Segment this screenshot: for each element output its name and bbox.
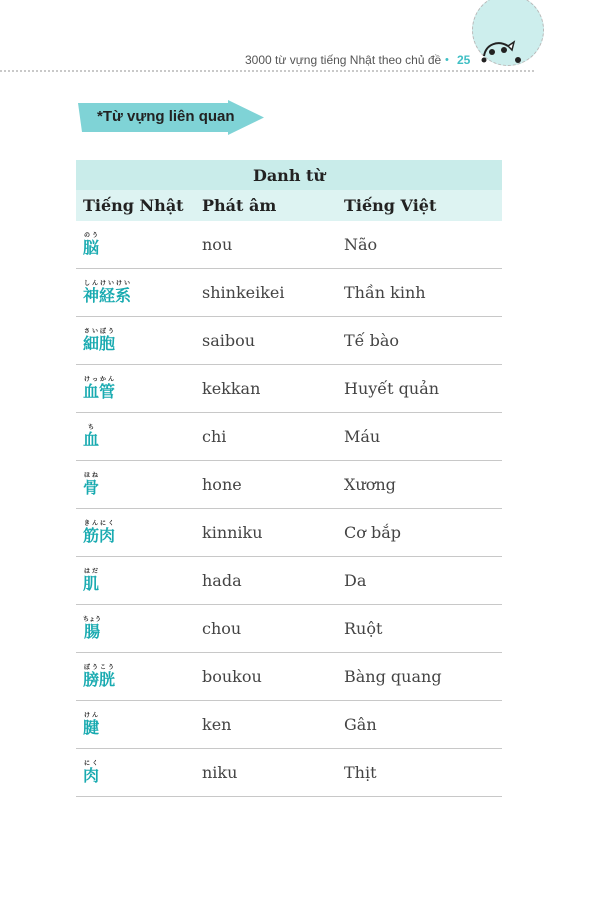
japanese-word	[76, 365, 195, 413]
vietnamese-meaning: Da	[337, 557, 502, 605]
section-title: *Từ vựng liên quan	[97, 108, 235, 125]
table-header-row	[76, 190, 502, 221]
kanji: 筋肉	[83, 525, 116, 545]
pronunciation: chou	[195, 605, 337, 653]
kanji: 腸	[83, 621, 102, 641]
table-row	[76, 653, 502, 701]
pronunciation: saibou	[195, 317, 337, 365]
pronunciation: niku	[195, 749, 337, 797]
table-row	[76, 605, 502, 653]
table-row	[76, 413, 502, 461]
pronunciation: boukou	[195, 653, 337, 701]
furigana: ちょう	[83, 615, 102, 623]
vietnamese-meaning: Huyết quản	[337, 365, 502, 413]
table-row	[76, 461, 502, 509]
vietnamese-meaning: Gân	[337, 701, 502, 749]
page-number: 25	[457, 53, 471, 67]
vocabulary-table	[76, 160, 502, 797]
table-row	[76, 365, 502, 413]
pronunciation: hone	[195, 461, 337, 509]
table-row	[76, 749, 502, 797]
kanji: 肉	[83, 765, 100, 785]
japanese-word	[76, 413, 195, 461]
table-title: Danh từ	[76, 160, 502, 190]
kanji: 腱	[83, 717, 100, 737]
furigana: しんけいけい	[83, 279, 132, 287]
kanji: 脳	[83, 237, 100, 257]
pronunciation: nou	[195, 221, 337, 269]
header-divider	[0, 70, 534, 72]
furigana: ぼうこう	[83, 663, 116, 671]
kanji: 肌	[83, 573, 100, 593]
furigana: にく	[83, 759, 100, 767]
kanji: 血	[83, 429, 100, 449]
japanese-word	[76, 317, 195, 365]
furigana: ち	[83, 423, 100, 431]
column-header-vietnamese: Tiếng Việt	[337, 190, 502, 221]
vietnamese-meaning: Thịt	[337, 749, 502, 797]
japanese-word	[76, 605, 195, 653]
table-row	[76, 221, 502, 269]
japanese-word	[76, 557, 195, 605]
japanese-word	[76, 701, 195, 749]
furigana: ほね	[83, 471, 100, 479]
table-row	[76, 701, 502, 749]
header-separator: •	[445, 54, 449, 66]
vietnamese-meaning: Cơ bắp	[337, 509, 502, 557]
table-row	[76, 557, 502, 605]
pronunciation: hada	[195, 557, 337, 605]
vietnamese-meaning: Tế bào	[337, 317, 502, 365]
kanji: 神経系	[83, 285, 132, 305]
vietnamese-meaning: Xương	[337, 461, 502, 509]
japanese-word	[76, 221, 195, 269]
pronunciation: kekkan	[195, 365, 337, 413]
furigana: さいぼう	[83, 327, 116, 335]
furigana: けっかん	[83, 375, 116, 383]
japanese-word	[76, 461, 195, 509]
vietnamese-meaning: Bàng quang	[337, 653, 502, 701]
japanese-word	[76, 509, 195, 557]
furigana: けん	[83, 711, 100, 719]
pronunciation: ken	[195, 701, 337, 749]
furigana: はだ	[83, 567, 100, 575]
kanji: 細胞	[83, 333, 116, 353]
vietnamese-meaning: Thần kinh	[337, 269, 502, 317]
table-row	[76, 269, 502, 317]
table-title-row	[76, 160, 502, 190]
pronunciation: kinniku	[195, 509, 337, 557]
kanji: 血管	[83, 381, 116, 401]
kanji: 膀胱	[83, 669, 116, 689]
vietnamese-meaning: Máu	[337, 413, 502, 461]
furigana: のう	[83, 231, 100, 239]
mascot-face-icon	[478, 34, 526, 66]
book-title: 3000 từ vựng tiếng Nhật theo chủ đề	[245, 53, 442, 67]
japanese-word	[76, 749, 195, 797]
japanese-word	[76, 269, 195, 317]
column-header-pronunciation: Phát âm	[195, 190, 337, 221]
vietnamese-meaning: Não	[337, 221, 502, 269]
pronunciation: shinkeikei	[195, 269, 337, 317]
japanese-word	[76, 653, 195, 701]
kanji: 骨	[83, 477, 100, 497]
table-row	[76, 317, 502, 365]
vietnamese-meaning: Ruột	[337, 605, 502, 653]
table-row	[76, 509, 502, 557]
pronunciation: chi	[195, 413, 337, 461]
column-header-japanese: Tiếng Nhật	[76, 190, 195, 221]
furigana: きんにく	[83, 519, 116, 527]
